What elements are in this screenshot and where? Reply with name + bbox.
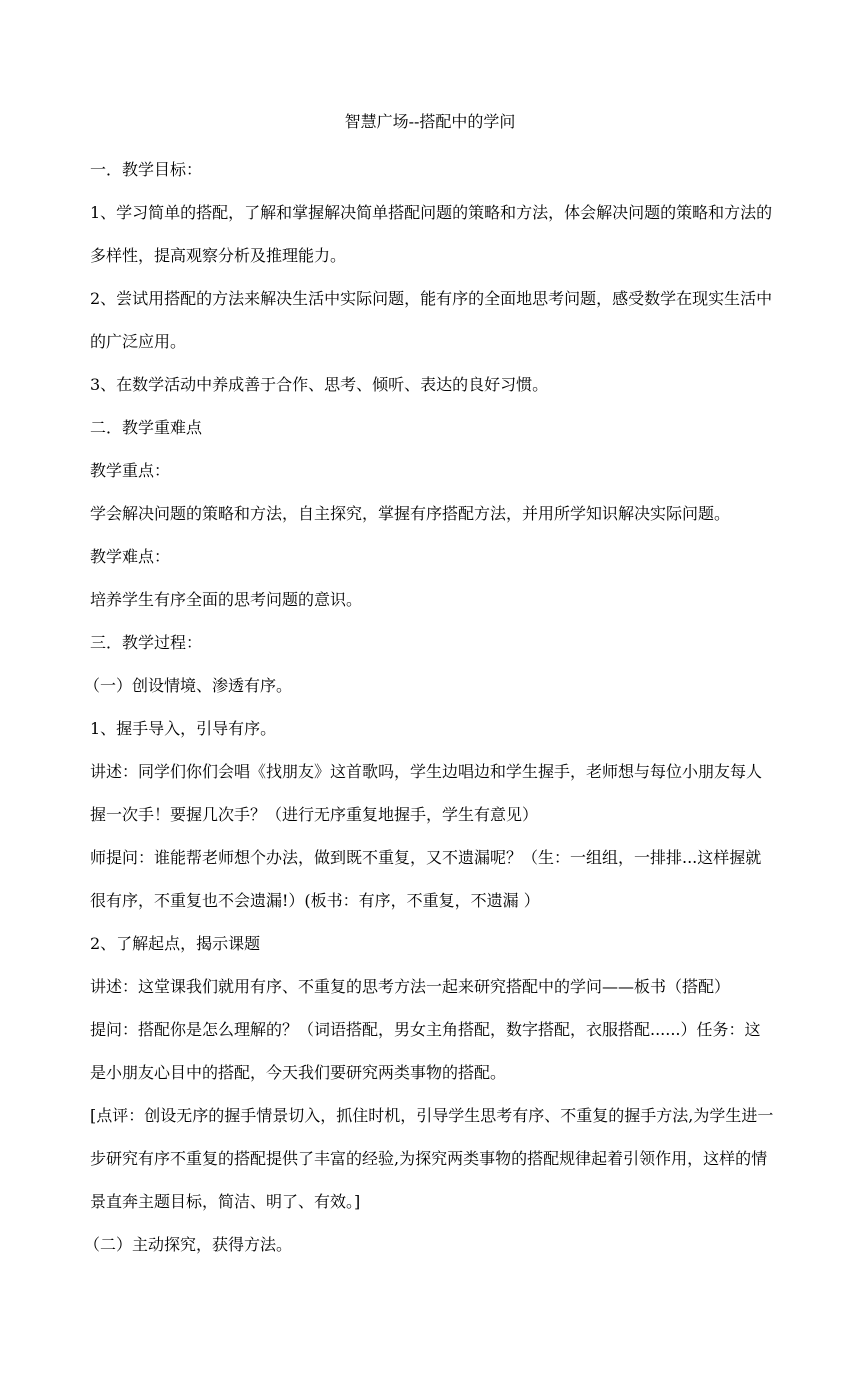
difficulty-text: 培养学生有序全面的思考问题的意识。 [90, 590, 363, 609]
question-2: 提问：搭配你是怎么理解的？（词语搭配，男女主角搭配，数字搭配，衣服搭配......）任务：这是小朋友心目中的搭配，今天我们要研究两类事物的搭配。 [90, 1020, 761, 1082]
objective-1: 1、学习简单的搭配，了解和掌握解决简单搭配问题的策略和方法，体会解决问题的策略和方法的多样性，提高观察分析及推理能力。 [90, 203, 773, 265]
key-point-label: 教学重点： [90, 461, 171, 480]
step-2-heading: 2、了解起点，揭示课题 [90, 934, 261, 953]
document-title: 智慧广场--搭配中的学问 [344, 112, 516, 131]
step-1-heading: 1、握手导入，引导有序。 [90, 719, 277, 738]
subsection-heading-1: （一）创设情境、渗透有序。 [84, 676, 293, 695]
difficulty-label: 教学难点： [90, 547, 171, 566]
commentary: [点评：创设无序的握手情景切入，抓住时机，引导学生思考有序、不重复的握手方法,为学生进一步研究有序不重复的搭配提供了丰富的经验,为探究两类事物的搭配规律起着引领作用，这样的情景直奔主题目标，简洁、明了、有效。] [90, 1106, 774, 1211]
key-point-text: 学会解决问题的策略和方法，自主探究，掌握有序搭配方法，并用所学知识解决实际问题。 [90, 504, 731, 523]
document-body [84, 148, 776, 1266]
section-heading-objectives: 一．教学目标： [90, 160, 203, 179]
narration-1: 讲述：同学们你们会唱《找朋友》这首歌吗，学生边唱边和学生握手，老师想与每位小朋友每人握一次手！要握几次手？（进行无序重复地握手，学生有意见） [90, 762, 763, 824]
section-heading-process: 三．教学过程： [90, 633, 203, 652]
subsection-heading-2: （二）主动探究，获得方法。 [84, 1235, 293, 1254]
objective-3: 3、在数学活动中养成善于合作、思考、倾听、表达的良好习惯。 [90, 375, 549, 394]
section-heading-key-points: 二．教学重难点 [90, 418, 203, 437]
teacher-question: 师提问：谁能帮老师想个办法，做到既不重复，又不遗漏呢？（生：一组组，一排排...这样握就很有序，不重复也不会遗漏!）(板书：有序，不重复，不遗漏 ） [90, 848, 762, 910]
objective-2: 2、尝试用搭配的方法来解决生活中实际问题，能有序的全面地思考问题，感受数学在现实生活中的广泛应用。 [90, 289, 773, 351]
narration-2: 讲述：这堂课我们就用有序、不重复的思考方法一起来研究搭配中的学问——板书（搭配） [90, 977, 731, 996]
